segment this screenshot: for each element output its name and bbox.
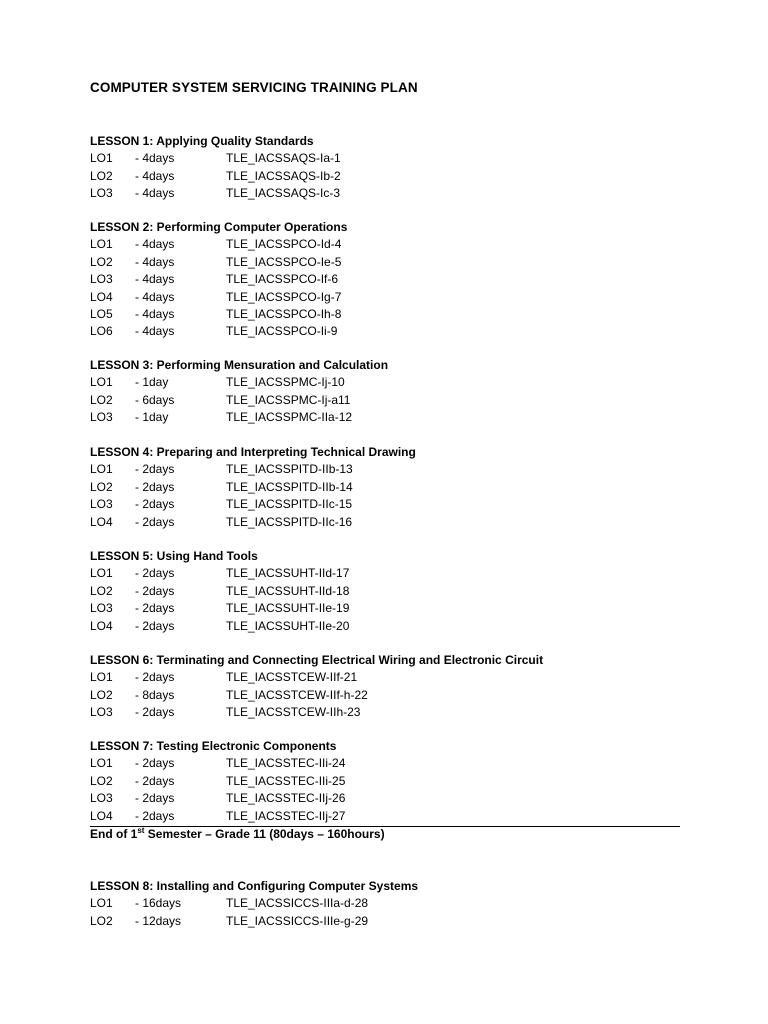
lo-duration: - 4days: [135, 272, 175, 287]
lo-code: TLE_IACSSUHT-IId-17: [226, 566, 350, 581]
lo-row: [90, 687, 543, 704]
lo-row: [90, 236, 347, 253]
lo-duration: - 12days: [135, 913, 182, 928]
lo-code: TLE_IACSSICCS-IIIe-g-29: [226, 913, 369, 928]
lo-row: [90, 323, 347, 340]
lesson-section: [90, 878, 418, 930]
lo-label: LO2: [90, 913, 113, 928]
lo-duration: - 16days: [135, 896, 182, 911]
lo-code: TLE_IACSSPITD-IIc-16: [226, 514, 353, 529]
lo-code: TLE_IACSSPMC-Ij-10: [226, 375, 345, 390]
lo-label: LO1: [90, 375, 113, 390]
lo-label: LO1: [90, 566, 113, 581]
lo-code: TLE_IACSSTEC-IIj-27: [226, 808, 346, 823]
lo-code: TLE_IACSSPCO-Ih-8: [226, 306, 342, 321]
lesson-section: [90, 738, 346, 825]
lo-label: LO1: [90, 462, 113, 477]
lo-duration: - 8days: [135, 687, 175, 702]
semester-end-suffix: Semester – Grade 11 (80days – 160hours): [144, 827, 385, 841]
lo-duration: - 2days: [135, 479, 175, 494]
lo-row: [90, 289, 347, 306]
lo-duration: - 4days: [135, 324, 175, 339]
lo-code: TLE_IACSSTEC-IIi-24: [226, 756, 346, 771]
lesson-section: [90, 652, 543, 722]
lo-code: TLE_IACSSTCEW-IIf-21: [226, 670, 358, 685]
lo-row: [90, 479, 416, 496]
lo-code: TLE_IACSSPCO-If-6: [226, 272, 339, 287]
lo-code: TLE_IACSSAQS-Ia-1: [226, 151, 341, 166]
lo-label: LO1: [90, 151, 113, 166]
lo-duration: - 2days: [135, 618, 175, 633]
lo-duration: - 2days: [135, 756, 175, 771]
lo-row: [90, 704, 543, 721]
lo-duration: - 1day: [135, 375, 169, 390]
lesson-heading: LESSON 2: Performing Computer Operations: [90, 220, 348, 234]
lo-label: LO1: [90, 896, 113, 911]
lo-label: LO3: [90, 186, 113, 201]
lo-label: LO4: [90, 289, 113, 304]
lesson-heading: LESSON 4: Preparing and Interpreting Technical Drawing: [90, 445, 416, 459]
lo-code: TLE_IACSSPCO-Id-4: [226, 237, 342, 252]
semester-end-superscript: st: [137, 826, 145, 835]
lo-row: [90, 583, 350, 600]
lo-label: LO2: [90, 773, 113, 788]
lo-duration: - 2days: [135, 791, 175, 806]
lo-row: [90, 913, 418, 930]
lo-code: TLE_IACSSPMC-IIa-12: [226, 410, 353, 425]
lo-label: LO5: [90, 306, 113, 321]
lo-duration: - 2days: [135, 670, 175, 685]
lesson-section: [90, 133, 341, 203]
lesson-heading: LESSON 6: Terminating and Connecting Electrical Wiring and Electronic Circuit: [90, 653, 544, 667]
lo-row: [90, 790, 346, 807]
lesson-section: [90, 548, 350, 635]
lo-row: [90, 565, 350, 582]
lo-label: LO3: [90, 705, 113, 720]
lo-code: TLE_IACSSPITD-IIb-14: [226, 479, 353, 494]
lo-label: LO2: [90, 583, 113, 598]
lo-row: [90, 895, 418, 912]
lo-row: [90, 496, 416, 513]
lo-duration: - 2days: [135, 601, 175, 616]
lesson-heading: LESSON 8: Installing and Configuring Computer Systems: [90, 879, 419, 893]
lesson-heading: LESSON 1: Applying Quality Standards: [90, 134, 314, 148]
lo-code: TLE_IACSSUHT-IIe-20: [226, 618, 350, 633]
lo-duration: - 2days: [135, 773, 175, 788]
lo-code: TLE_IACSSICCS-IIIa-d-28: [226, 896, 369, 911]
lesson-heading: LESSON 5: Using Hand Tools: [90, 549, 258, 563]
lo-duration: - 4days: [135, 151, 175, 166]
lo-label: LO3: [90, 791, 113, 806]
lesson-heading: LESSON 3: Performing Mensuration and Calculation: [90, 358, 389, 372]
lo-label: LO4: [90, 808, 113, 823]
lo-code: TLE_IACSSAQS-Ic-3: [226, 186, 341, 201]
lo-label: LO2: [90, 687, 113, 702]
lo-label: LO3: [90, 272, 113, 287]
lo-duration: - 4days: [135, 306, 175, 321]
lo-row: [90, 185, 341, 202]
lo-duration: - 2days: [135, 497, 175, 512]
lo-code: TLE_IACSSAQS-Ib-2: [226, 168, 341, 183]
lo-label: LO4: [90, 618, 113, 633]
lo-duration: - 2days: [135, 514, 175, 529]
lo-label: LO3: [90, 601, 113, 616]
lo-duration: - 4days: [135, 289, 175, 304]
lo-duration: - 4days: [135, 237, 175, 252]
lo-label: LO6: [90, 324, 113, 339]
lo-row: [90, 150, 341, 167]
lo-code: TLE_IACSSUHT-IId-18: [226, 583, 350, 598]
lo-duration: - 2days: [135, 566, 175, 581]
lo-label: LO4: [90, 514, 113, 529]
lo-duration: - 2days: [135, 808, 175, 823]
lo-label: LO2: [90, 254, 113, 269]
lesson-section: [90, 444, 416, 531]
lo-label: LO1: [90, 237, 113, 252]
lesson-heading: LESSON 7: Testing Electronic Components: [90, 739, 337, 753]
lo-row: [90, 618, 350, 635]
lo-code: TLE_IACSSPITD-IIb-13: [226, 462, 353, 477]
lo-duration: - 4days: [135, 186, 175, 201]
lo-code: TLE_IACSSPCO-Ii-9: [226, 324, 338, 339]
semester-end-note: [90, 826, 385, 843]
lo-row: [90, 669, 543, 686]
lo-row: [90, 409, 388, 426]
lo-code: TLE_IACSSPCO-Ig-7: [226, 289, 342, 304]
lo-code: TLE_IACSSPMC-Ij-a11: [226, 392, 351, 407]
lo-code: TLE_IACSSTEC-IIj-26: [226, 791, 346, 806]
lesson-section: [90, 357, 388, 427]
lo-label: LO3: [90, 410, 113, 425]
lo-row: [90, 808, 346, 825]
lo-label: LO2: [90, 479, 113, 494]
page-title: COMPUTER SYSTEM SERVICING TRAINING PLAN: [90, 80, 418, 95]
lo-code: TLE_IACSSUHT-IIe-19: [226, 601, 350, 616]
lo-row: [90, 306, 347, 323]
lo-row: [90, 271, 347, 288]
lo-row: [90, 461, 416, 478]
semester-end-prefix: End of 1: [90, 827, 138, 841]
lo-code: TLE_IACSSPITD-IIc-15: [226, 497, 353, 512]
lo-duration: - 2days: [135, 705, 175, 720]
lo-label: LO2: [90, 168, 113, 183]
lo-duration: - 2days: [135, 462, 175, 477]
lo-row: [90, 254, 347, 271]
lo-code: TLE_IACSSTEC-IIi-25: [226, 773, 346, 788]
lo-label: LO3: [90, 497, 113, 512]
lo-code: TLE_IACSSPCO-Ie-5: [226, 254, 342, 269]
lesson-section: [90, 219, 347, 341]
lo-duration: - 1day: [135, 410, 169, 425]
lo-row: [90, 168, 341, 185]
lo-row: [90, 773, 346, 790]
lo-duration: - 6days: [135, 392, 175, 407]
lo-label: LO1: [90, 670, 113, 685]
lo-code: TLE_IACSSTCEW-IIh-23: [226, 705, 361, 720]
lo-code: TLE_IACSSTCEW-IIf-h-22: [226, 687, 368, 702]
lo-row: [90, 374, 388, 391]
lo-row: [90, 514, 416, 531]
lo-label: LO1: [90, 756, 113, 771]
lo-row: [90, 755, 346, 772]
lo-duration: - 2days: [135, 583, 175, 598]
lo-duration: - 4days: [135, 168, 175, 183]
lo-duration: - 4days: [135, 254, 175, 269]
lo-row: [90, 600, 350, 617]
lo-row: [90, 392, 388, 409]
lo-label: LO2: [90, 392, 113, 407]
